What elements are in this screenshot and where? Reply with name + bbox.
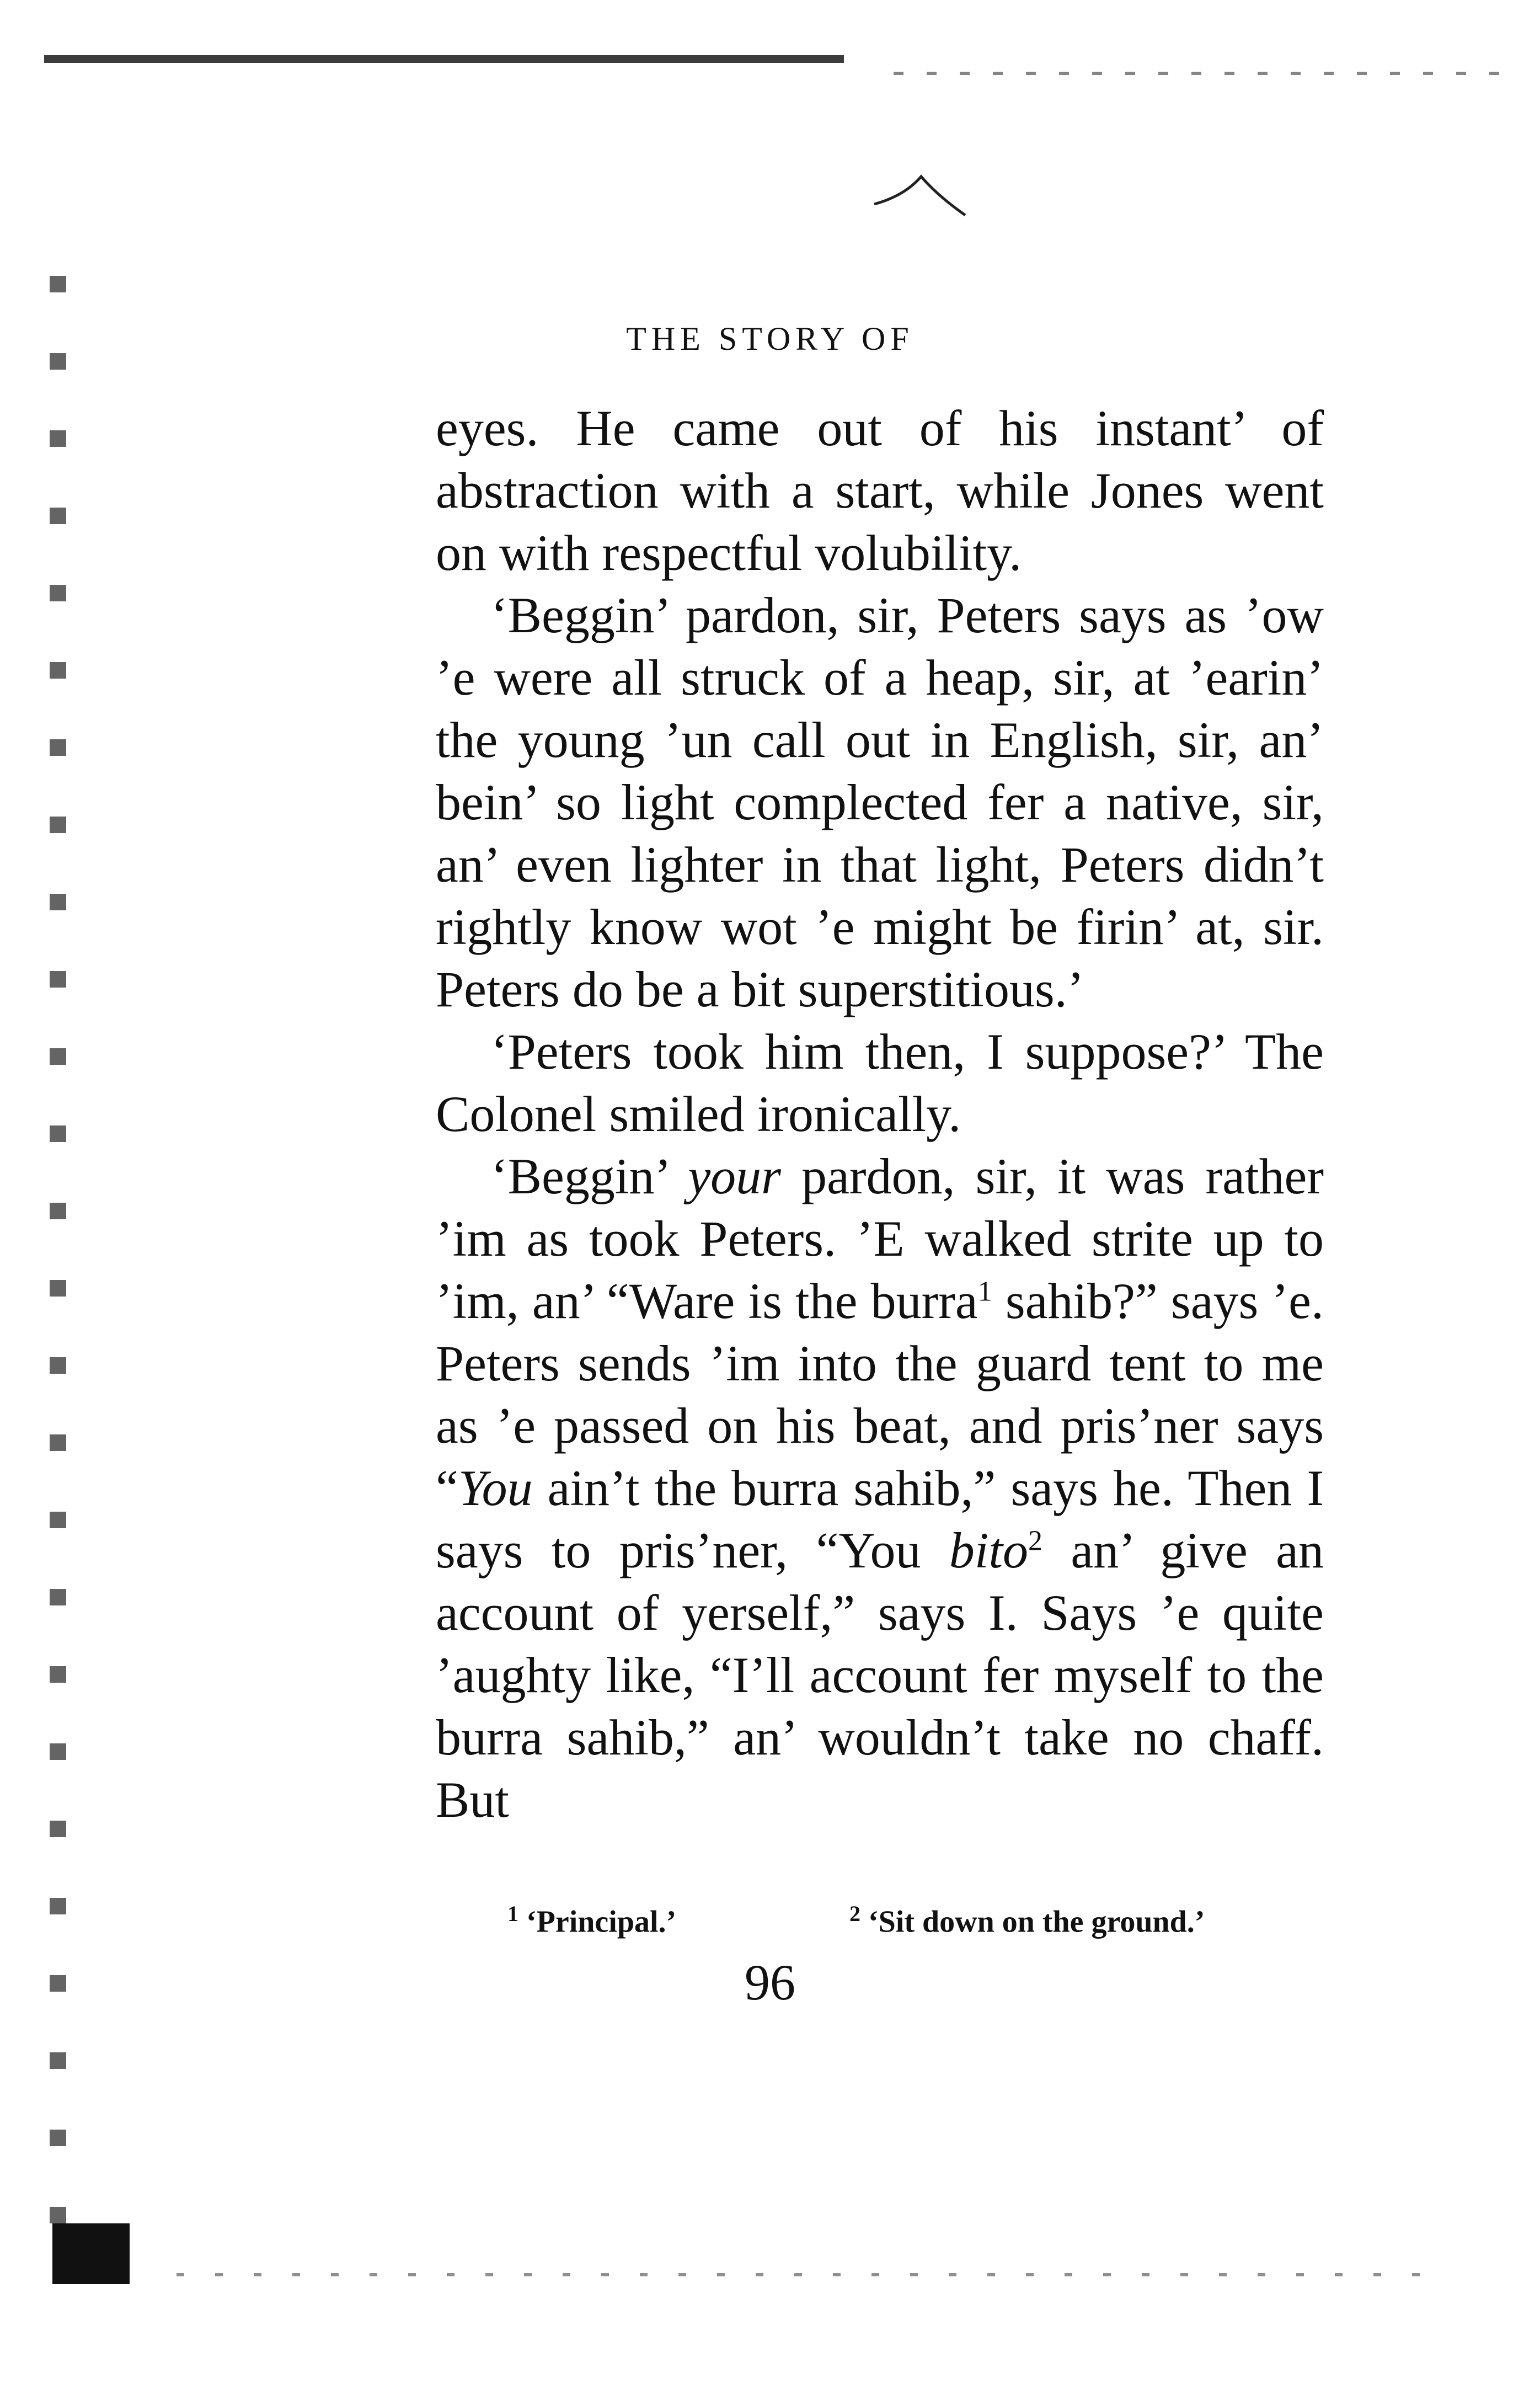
pencil-mark-icon bbox=[871, 171, 971, 221]
footnote bbox=[507, 1901, 676, 1940]
paragraph bbox=[436, 1145, 1324, 1831]
text-run: an’ give an account of yerself,” says I. Says ’e quite ’aughty like, “I’ll account fer myself to the burra sahib,” an’ wouldn’t take no chaff. But bbox=[436, 1522, 1324, 1828]
footnote-mark: 2 bbox=[849, 1901, 860, 1926]
paragraph bbox=[436, 1021, 1324, 1145]
footnote-mark: 1 bbox=[507, 1901, 518, 1926]
footnote-text: ‘Principal.’ bbox=[526, 1904, 677, 1939]
text-run: eyes. He came out of his instant’ of abstraction with a start, while Jones went on with respectful volubility. bbox=[436, 400, 1324, 581]
footnote-reference: 1 bbox=[977, 1276, 992, 1308]
italic-text: You bbox=[458, 1460, 533, 1516]
paragraph bbox=[436, 584, 1324, 1021]
scan-artifact-bottom bbox=[177, 2273, 1445, 2276]
italic-text: your bbox=[688, 1148, 781, 1204]
body-text bbox=[436, 397, 1324, 1831]
text-run: ‘Peters took him then, I suppose?’ The Colonel smiled ironically. bbox=[436, 1023, 1324, 1142]
footnote-reference: 2 bbox=[1028, 1525, 1043, 1557]
running-header: THE STORY OF bbox=[626, 321, 914, 357]
text-run: pardon, sir, it was rather ’im as took Peters. ’E walked strite up to ’im, an’ “Ware is the burra bbox=[436, 1148, 1324, 1329]
text-run: sahib?” says ’e. Peters sends ’im into the guard tent to me as ’e passed on his beat, and pris’ner says “ bbox=[436, 1273, 1324, 1516]
text-run: ‘Beggin’ bbox=[491, 1148, 688, 1204]
scan-artifact-top bbox=[44, 55, 844, 63]
footnote bbox=[849, 1901, 1205, 1940]
italic-text: bito bbox=[949, 1522, 1029, 1578]
paragraph bbox=[436, 397, 1324, 584]
scan-artifact-top-right bbox=[894, 72, 1500, 75]
scan-artifact-left-margin bbox=[50, 276, 66, 2234]
footnote-text: ‘Sit down on the ground.’ bbox=[868, 1904, 1205, 1939]
text-run: ain’t the burra sahib,” says he. Then I says to pris’ner, “You bbox=[436, 1460, 1324, 1578]
text-run: ‘Beggin’ pardon, sir, Peters says as ’ow ’e were all struck of a heap, sir, at ’earin’ the young ’un call out in English, sir, an’ bein’ so light complected fer a native, sir, an’ even lighter in that light, Peters didn’t rightly know wot ’e might be firin’ at, sir. Peters do be a bit superstitious.’ bbox=[436, 587, 1324, 1017]
page-number: 96 bbox=[745, 1954, 795, 2010]
scan-artifact-corner bbox=[52, 2223, 130, 2284]
